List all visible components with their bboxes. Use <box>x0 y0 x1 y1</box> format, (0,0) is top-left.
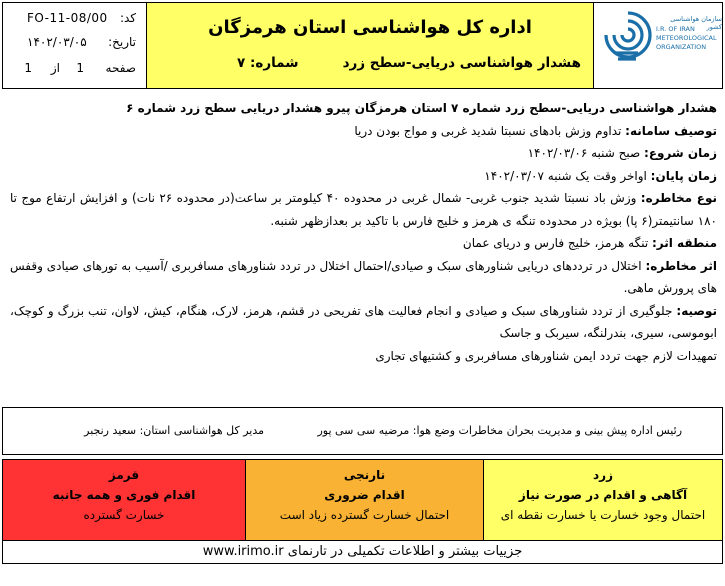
start-time-line <box>10 142 717 165</box>
logo-text-fa: سازمان هواشناسی کشور <box>670 15 722 31</box>
warning-number: شماره: ۷ <box>237 55 299 71</box>
level-red-desc: خسارت گسترده <box>83 508 165 522</box>
impact-label: اثر مخاطره: <box>645 258 717 273</box>
hazard-value: وزش باد نسبتا شدید جنوب غربی- شمال غربی در محدوده ۴۰ کیلومتر بر ساعت(در محدوده ۲۶ نات) و افزایش ارتفاع موج تا ۱۸۰ سانتیمتر(۶ پا) بویژه در محدوده تنگه ی هرمز و خلیج فارس با تاکید بر بعدازظهر شنبه. <box>10 191 717 228</box>
logo-text-en-1: I.R. OF IRAN <box>656 25 695 33</box>
start-time-value: صبح شنبه ۱۴۰۲/۰۳/۰۶ <box>527 146 641 160</box>
end-time-line <box>10 165 717 188</box>
end-time-label: زمان پایان: <box>650 168 717 183</box>
warning-title: هشدار هواشناسی دریایی-سطح زرد <box>342 55 581 71</box>
advice-extra-line: تمهیدات لازم جهت تردد ایمن شناورهای مسافربری و کشتیهای تجاری <box>375 348 717 363</box>
code-label: کد: <box>119 11 136 25</box>
signatures-box <box>2 407 723 455</box>
page-current: 1 <box>76 61 84 75</box>
logo-text-en-2: METEOROLOGICAL <box>656 34 717 42</box>
date-label: تاریخ: <box>108 35 136 49</box>
description-value: تداوم وزش بادهای نسبتا شدید غربی و مواج بودن دریا <box>354 123 622 138</box>
advice-line <box>10 300 717 345</box>
advice-label: توصیه: <box>676 303 717 318</box>
warning-header <box>146 2 594 89</box>
logo-box <box>593 2 723 89</box>
area-value: تنگه هرمز، خلیج فارس و دریای عمان <box>462 236 649 250</box>
level-yellow-desc: احتمال وجود خسارت یا خسارت نقطه ای <box>500 508 706 522</box>
hazard-label: نوع مخاطره: <box>640 191 717 205</box>
page-of: از <box>50 61 60 75</box>
level-orange-action: اقدام ضروری <box>324 488 405 502</box>
level-yellow <box>483 459 723 541</box>
area-line <box>10 232 717 255</box>
page-label: صفحه <box>105 61 136 75</box>
document-meta-box <box>2 2 147 89</box>
level-red-action: اقدام فوری و همه جانبه <box>52 488 196 502</box>
date-row <box>13 33 136 51</box>
level-orange-desc: احتمال خسارت گسترده زیاد است <box>279 508 450 522</box>
forecast-head-signature: رئیس اداره پیش بینی و مدیریت بحران مخاطرات وضع هوا: مرضیه سی سی پور <box>317 424 682 437</box>
level-yellow-action: آگاهی و اقدام در صورت نیاز <box>518 488 688 502</box>
intro-line: هشدار هواشناسی دریایی-سطح زرد شماره ۷ استان هرمزگان پیرو هشدار دریایی سطح زرد شماره ۶ <box>126 101 717 115</box>
org-title: اداره کل هواشناسی استان هرمزگان <box>208 17 532 38</box>
impact-value: اختلال در ترددهای دریایی شناورهای سبک و صیادی/احتمال اختلال در تردد شناورهای مسافربری /آسیب به تورهای صیادی وقفس های پرورش ماهی. <box>10 258 717 295</box>
level-orange-title: نارنجی <box>343 468 386 482</box>
date-value: ۱۴۰۲/۰۳/۰۵ <box>27 35 87 49</box>
website-link[interactable]: www.irimo.ir <box>202 544 284 559</box>
level-orange <box>245 459 484 541</box>
start-time-label: زمان شروع: <box>644 146 717 160</box>
area-label: منطقه اثر: <box>652 236 717 250</box>
code-value: FO-11-08/00 <box>27 11 108 25</box>
level-red-title: قرمز <box>108 468 140 482</box>
warning-body <box>10 97 717 367</box>
level-yellow-title: زرد <box>593 468 613 482</box>
page-row <box>13 59 136 77</box>
page-total: 1 <box>24 61 32 75</box>
logo-text-en-3: ORGANIZATION <box>656 43 707 51</box>
footer-text: جزییات بیشتر و اطلاعات تکمیلی در تارنمای <box>287 544 523 559</box>
end-time-value: اواخر وقت یک شنبه ۱۴۰۲/۰۳/۰۷ <box>484 168 647 183</box>
hazard-line <box>10 187 717 232</box>
footer <box>2 540 723 564</box>
impact-line <box>10 255 717 300</box>
description-line <box>10 120 717 143</box>
description-label: توصیف سامانه: <box>625 123 717 138</box>
director-signature: مدیر کل هواشناسی استان: سعید رنجبر <box>84 424 264 437</box>
advice-value: جلوگیری از تردد شناورهای سبک و صیادی و انجام فعالیت های تفریحی در قشم، هرمز، لارک، هنگام، کیش، لاوان، تنب بزرگ و کوچک، ابوموسی، سیری، بندرلنگه، سیربک و جاسک <box>10 303 717 340</box>
level-red <box>2 459 246 541</box>
code-row <box>13 9 136 27</box>
